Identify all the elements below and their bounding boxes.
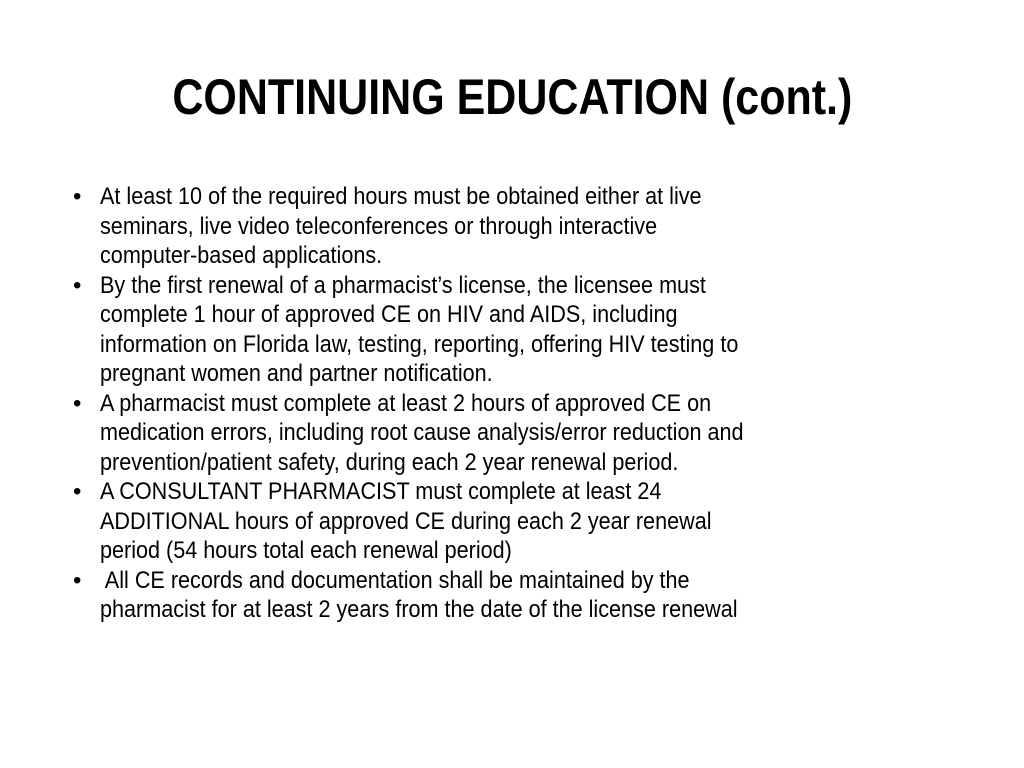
bullet-item xyxy=(0,389,1024,478)
bullet-icon: • xyxy=(73,271,82,299)
bullet-item xyxy=(0,182,1024,271)
bullet-text-line: pregnant women and partner notification. xyxy=(100,360,493,387)
slide-title xyxy=(0,62,1024,132)
bullet-item xyxy=(0,566,1024,625)
bullet-icon: • xyxy=(73,478,82,505)
bullet-text-line: By the first renewal of a pharmacist’s license, the licensee must xyxy=(100,271,706,299)
bullet-text-line: A CONSULTANT PHARMACIST must complete at least 24 xyxy=(100,478,662,505)
bullet-text-line: pharmacist for at least 2 years from the date of the license renewal xyxy=(100,596,738,623)
bullet-text-line: information on Florida law, testing, reporting, offering HIV testing to xyxy=(100,330,739,358)
bullet-icon: • xyxy=(73,389,82,417)
bullet-list xyxy=(0,182,1024,625)
bullet-text-line: medication errors, including root cause analysis/error reduction and xyxy=(100,419,744,446)
bullet-text-line: At least 10 of the required hours must be obtained either at live xyxy=(100,183,702,210)
slide-title-text: CONTINUING EDUCATION (cont.) xyxy=(172,69,852,125)
bullet-text-line: All CE records and documentation shall be maintained by the xyxy=(100,566,690,594)
bullet-text-line: computer-based applications. xyxy=(100,242,383,269)
bullet-icon: • xyxy=(73,183,82,210)
bullet-text-line: ADDITIONAL hours of approved CE during each 2 year renewal xyxy=(100,507,712,535)
bullet-icon: • xyxy=(73,566,82,594)
bullet-text-line: period (54 hours total each renewal period) xyxy=(100,537,512,564)
bullet-item xyxy=(0,271,1024,389)
bullet-item xyxy=(0,477,1024,566)
bullet-text-line: seminars, live video teleconferences or through interactive xyxy=(100,212,658,240)
bullet-text-line: A pharmacist must complete at least 2 hours of approved CE on xyxy=(100,389,712,417)
bullet-text-line: complete 1 hour of approved CE on HIV and AIDS, including xyxy=(100,301,678,328)
bullet-text-line: prevention/patient safety, during each 2 year renewal period. xyxy=(100,448,679,476)
